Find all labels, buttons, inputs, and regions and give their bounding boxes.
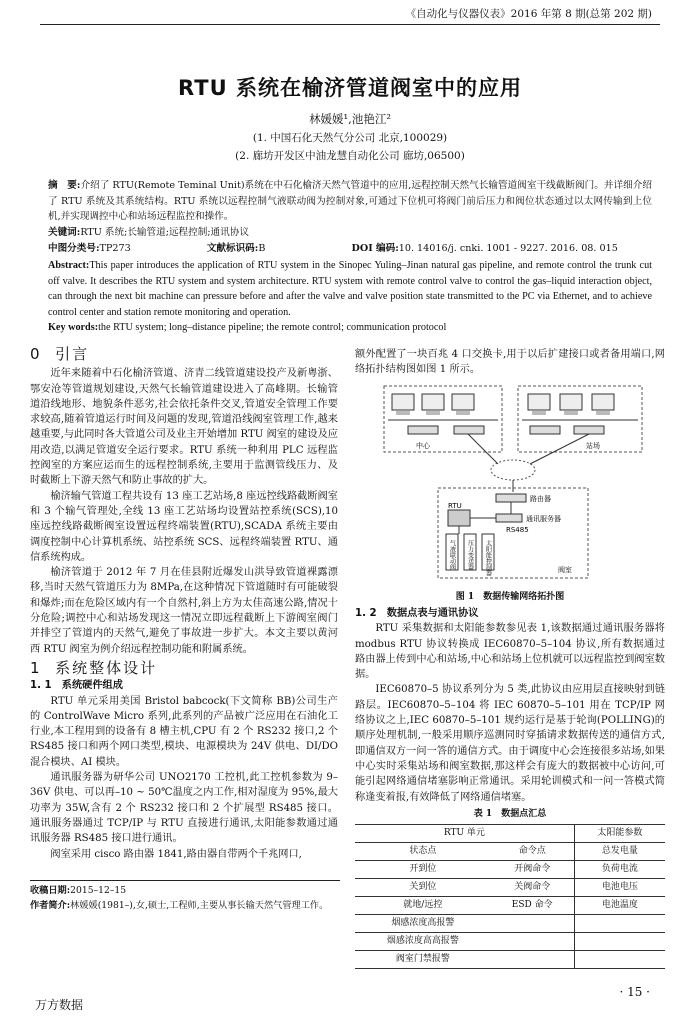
box-label: 气液联动阀 (448, 540, 456, 570)
paragraph: RTU 单元采用美国 Bristol babcock(下文简称 BB)公司生产的 ControlWave Micro 系列,此系列的产品被广泛应用在石油化工行业,本工程用到的设备有 8 槽主机,CPU 有 2 个 RS232 接口,2 个 RS485 接口和两个网口类型,模块、电源模块为 24V 供电、DI/DO 混合模块、AI 模块。 (30, 695, 338, 768)
wanfang-watermark: 万方数据 (35, 998, 84, 1012)
paragraph: 阀室采用 cisco 路由器 1841,路由器自带两个千兆网口, (50, 848, 302, 860)
table-row (355, 933, 665, 951)
keywords-cn-label: 关键词: (48, 227, 81, 238)
header-rtu-unit: RTU 单元 (355, 825, 574, 843)
data-point-table (355, 824, 665, 969)
footnote-rule (30, 880, 340, 881)
doi-label: DOI 编码: (351, 243, 399, 254)
received-label: 收稿日期: (30, 885, 71, 896)
section-0-number: 0 (30, 345, 42, 363)
doi-value: 10. 14016/j. cnki. 1001 - 9227. 2016. 08. 015 (398, 243, 618, 254)
keywords-cn (48, 225, 652, 241)
label-comm-server: 通讯服务器 (526, 515, 561, 523)
doc-code-value: B (258, 243, 266, 254)
received-date: 2015–12–15 (70, 885, 127, 896)
paragraph: 通讯服务器为研华公司 UNO2170 工控机,此工控机参数为 9–36V 供电、可以再–10 ~ 50℃温度之内工作,相对湿度为 95%,最大功率为 35W,含有 2 个 RS232 接口和 2 个扩展型 RS485 接口。通讯服务器通过 TCP/IP 与 RTU 直接进行通讯,太阳能参数通过通讯服务器 RS485 接口进行通讯。 (30, 772, 338, 845)
paragraph: IEC60870–5 协议系列分为 5 类,此协议由应用层直接映射到链路层。IEC60870–5–104 将 IEC 60870–5–101 用在 TCP/IP 网络协议之上,IEC 60870–5–101 规约运行是基于轮询(POLLING)的顺序处理机制,一般采用顺序巡测同时穿插请求数据传送的通信方式,即通信双方一问一答的通信方式。由于调度中心会连接很多站场,如果中心实时采集站场和阀室数据,那这样会有庞大的数据被中心访问,可能引起网络通信堵塞影响正常通讯。采用轮训模式和一问一答模式简称逢变着报,有效降低了网络通信堵塞。 (355, 684, 665, 803)
rtu-icon (448, 510, 470, 526)
abstract-en-label: Abstract: (48, 260, 90, 271)
author-bio: 林媛媛(1981–),女,硕士,工程师,主要从事长输天然气管理工作。 (70, 900, 329, 911)
keywords-en-text: the RTU system; long–distance pipeline; the remote control; communication protocol (98, 322, 447, 333)
comm-server-icon (496, 514, 522, 522)
page-number: · 15 · (619, 985, 650, 999)
header-rule (40, 24, 660, 25)
figure-caption: 图 1 数据传输网络拓扑图 (455, 592, 565, 602)
table-cell: 关到位 (355, 879, 491, 897)
station-switch-icon (530, 426, 560, 434)
table-cell (574, 951, 665, 969)
clc-value: TP273 (99, 243, 131, 254)
section-0-title: 引言 (55, 345, 90, 363)
authors: 林媛媛¹,池艳江² (309, 112, 391, 126)
table-cell: 烟感浓度高高报警 (355, 933, 491, 951)
table-cell: 总发电量 (574, 843, 665, 861)
section-1-number: 1 (30, 658, 42, 677)
paragraph: 近年来随着中石化榆济管道、济青二线管道建设投产及新粤浙、鄂安沧等管道规划建设,天然气长输管道建设进入了高峰期。长输管道沿线地形、地貌条件恶劣,社会依托条件交叉,管道安全管理工作要求较高,随着管道运行时间及问题的发现,管道沿线阀室管理工作,越来越重要,与此同时各大管道公司及业主开始增加 RTU 阀室的建设及应用改造,以满足管道安全运行要求。RTU 系统一种利用 PLC 远程监控阀室的方案应运而生的远程控制系统,主要用于监测管线压力、及时截断上下游天然气和防止事故的扩大。 (30, 368, 338, 487)
table-caption: 表 1 数据点汇总 (473, 808, 547, 819)
router-icon (496, 494, 526, 502)
right-column-body (355, 606, 665, 969)
table-cell (574, 933, 665, 951)
abstract-cn-text: 介绍了 RTU(Remote Teminal Unit)系统在中石化榆济天然气管道中的应用,远程控制天然气长输管道阀室干线截断阀门。并详细介绍了 RTU 系统及其系统结构。RTU 系统以远程控制气液联动阀为控制对象,可通过下位机可将阀门前后压力和阀位状态通过以太网传输到上位机,并实现调控中心和站场远程监控和操作。 (48, 180, 653, 222)
link-station-cloud (530, 434, 589, 464)
paragraph: 榆济输气管道工程共设有 13 座工艺站场,8 座远控线路截断阀室和 3 个输气管理处,全线 13 座工艺站场均设置站控系统(SCS),10 座远控线路截断阀室设置远程终端装置(RTU),SCADA 系统主要由调度控制中心计算机系统、站控系统 SCS、远程终端装置 RTU、通信系统构成。 (30, 490, 338, 563)
section-0-heading (30, 347, 338, 362)
keywords-cn-text: RTU 系统;长输管道;远程控制;通讯协议 (80, 227, 249, 238)
doc-code-label: 文献标识码: (206, 243, 259, 254)
label-station: 站场 (586, 442, 600, 450)
table-row (355, 951, 665, 969)
keywords-en (48, 320, 652, 336)
station-router-icon (574, 426, 604, 434)
classification-line (48, 241, 652, 257)
table-row (355, 879, 665, 897)
affiliation-1: (1. 中国石化天然气分公司 北京,100029) (252, 132, 448, 144)
network-topology-figure (378, 382, 648, 582)
author-bio-label: 作者简介: (30, 900, 71, 911)
table-cell (491, 951, 575, 969)
footnote-author (30, 899, 340, 913)
table-cell: 负荷电流 (574, 861, 665, 879)
table-cell: 电池电压 (574, 879, 665, 897)
paragraph: RTU 采集数据和太阳能参数参见表 1,该数据通过通讯服务器将 modbus RTU 协议转换成 IEC60870–5–104 协议,所有数据通过路由器上传到中心和站场,中心和站场上位机就可以远程监控到阀室数据。 (355, 623, 665, 681)
header-solar: 太阳能参数 (574, 825, 665, 843)
table-cell (574, 915, 665, 933)
section-1-title: 系统整体设计 (55, 658, 158, 677)
table-cell: 就地/远控 (355, 897, 491, 915)
section-1-heading (30, 658, 338, 677)
table-cell: 烟感浓度高报警 (355, 915, 491, 933)
table-cell: 阀室门禁报警 (355, 951, 491, 969)
paragraph: 榆济管道于 2012 年 7 月在佳县附近爆发山洪导致管道裸露漂移,当时天然气管道压力为 8MPa,在这种情况下管道随时有可能破裂和爆炸;而在危险区域内有一个自然村,斜上方为太佳高速公路,情况十分危险;调控中心和站场发现这一情况立即远程截断上下游阀室阀门并排空了管道内的天然气,避免了事故进一步扩大。本文主要以黄河西 RTU 阀室为例介绍远程控制功能和附属系统。 (30, 567, 338, 655)
label-rtu: RTU (448, 502, 462, 510)
box-label: 太阳能控制器 (484, 540, 492, 576)
link-center-cloud (468, 434, 498, 464)
table-row (355, 861, 665, 879)
table-row (355, 843, 665, 861)
label-rs485: RS485 (506, 526, 529, 534)
table-cell (491, 933, 575, 951)
affiliation-2: (2. 廊坊开发区中油龙慧自动化公司 廊坊,06500) (235, 150, 465, 162)
table-cell (491, 915, 575, 933)
abstract-en (48, 258, 652, 320)
center-pc-icon (392, 394, 474, 415)
footnote-received (30, 884, 340, 898)
table-cell: 开阀命令 (491, 861, 575, 879)
table-cell: ESD 命令 (491, 897, 575, 915)
table-cell: 命令点 (491, 843, 575, 861)
table-row (355, 897, 665, 915)
table-cell: 电池温度 (574, 897, 665, 915)
box-label: 压力变送器 (466, 540, 474, 570)
table-header-row (355, 825, 665, 843)
right-intro: 额外配置了一块百兆 4 口交换卡,用于以后扩建接口或者备用端口,网络拓扑结构图如图 1 所示。 (355, 349, 665, 376)
subsection-1-1-heading: 1. 1 系统硬件组成 (30, 680, 123, 692)
label-center: 中心 (416, 442, 430, 450)
abstract-cn-label: 摘 要: (48, 180, 81, 191)
left-column (30, 347, 338, 862)
abstract-en-text: This paper introduces the application of RTU system in the Sinopec Yuling–Jinan natural gas pipeline, and remote control the trunk cut off valve. It describes the RTU system and system architecture. RTU system with remote control valve to control the gas–liquid interaction object, can through the next bit machine can pressure before and after the valve and valve position state transmitted to the PC via Ethernet, and to achieve control center and station remote monitoring and operation. (48, 260, 652, 318)
station-pc-icon (528, 394, 614, 415)
table-cell: 关阀命令 (491, 879, 575, 897)
table-row (355, 915, 665, 933)
label-router: 路由器 (530, 495, 551, 503)
keywords-en-label: Key words: (48, 322, 99, 333)
table-cell: 开到位 (355, 861, 491, 879)
label-valve-room: 阀室 (558, 566, 572, 574)
center-router-icon (454, 426, 484, 434)
running-head: 《自动化与仪器仪表》2016 年第 8 期(总第 202 期) (405, 8, 652, 20)
paper-title: RTU 系统在榆济管道阀室中的应用 (178, 76, 522, 100)
subsection-1-2-heading: 1. 2 数据点表与通讯协议 (355, 608, 479, 619)
center-switch-icon (408, 426, 438, 434)
table-cell: 状态点 (355, 843, 491, 861)
clc-label: 中图分类号: (48, 243, 100, 254)
abstract-cn (48, 178, 652, 225)
